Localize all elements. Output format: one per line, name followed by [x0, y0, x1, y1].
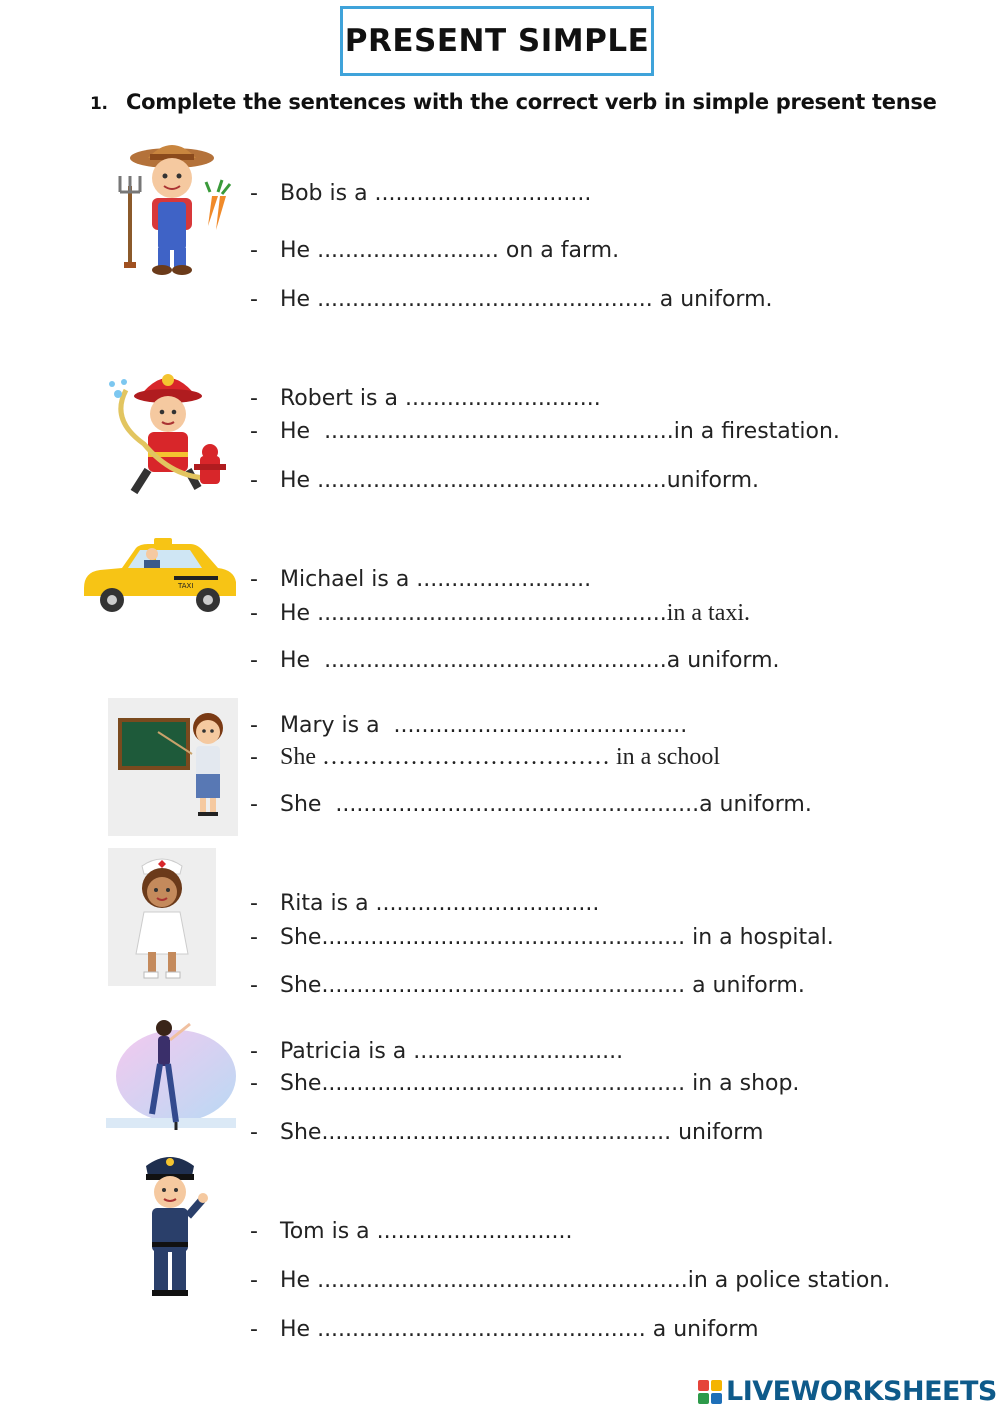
patricia-line-1: - Patricia is a ..............................	[250, 1039, 624, 1064]
robert-line-3: - He ..................................................uniform.	[250, 468, 760, 493]
rita-line-3: - She.................................................... a uniform.	[250, 973, 805, 998]
mary-line-2: - She ……………………………… in a school	[250, 744, 720, 770]
shop-assistant-illustration	[104, 1018, 238, 1134]
patricia-line-3: - She.................................................. uniform	[250, 1120, 764, 1145]
logo-grid-icon	[698, 1380, 722, 1404]
tom-line-2: - He .....................................................in a police station.	[250, 1268, 891, 1293]
bob-line-1: - Bob is a ...............................	[250, 181, 592, 206]
bob-line-2: - He .......................... on a farm.	[250, 238, 620, 263]
tom-line-3: - He ............................................... a uniform	[250, 1317, 759, 1342]
bob-line-3: - He ................................................ a uniform.	[250, 287, 773, 312]
instruction-number: 1.	[90, 94, 108, 114]
teacher-illustration	[108, 698, 238, 836]
rita-line-1: - Rita is a ................................	[250, 891, 600, 916]
mary-line-1: - Mary is a ..........................................	[250, 713, 688, 738]
michael-line-2: - He ..................................................in a taxi.	[250, 600, 751, 626]
tom-line-1: - Tom is a ............................	[250, 1219, 573, 1244]
title-box	[340, 6, 654, 76]
robert-line-1: - Robert is a ............................	[250, 386, 601, 411]
brand-text: LIVEWORKSHEETS	[726, 1376, 997, 1407]
liveworksheets-logo	[698, 1376, 997, 1407]
svg-text:TAXI: TAXI	[178, 582, 194, 590]
nurse-illustration	[108, 848, 216, 986]
instruction	[90, 90, 937, 114]
patricia-line-2: - She.................................................... in a shop.	[250, 1071, 800, 1096]
mary-line-3: - She ....................................................a uniform.	[250, 792, 812, 817]
farmer-illustration	[112, 136, 236, 276]
instruction-text: Complete the sentences with the correct verb in simple present tense	[126, 90, 937, 114]
taxi-illustration	[78, 538, 242, 616]
michael-line-3: - He .................................................a uniform.	[250, 648, 780, 673]
michael-line-1: - Michael is a .........................	[250, 567, 592, 592]
page-title: PRESENT SIMPLE	[344, 23, 650, 59]
police-officer-illustration	[132, 1146, 210, 1300]
firefighter-illustration	[104, 360, 236, 496]
rita-line-2: - She.................................................... in a hospital.	[250, 925, 834, 950]
robert-line-2: - He ..................................................in a firestation.	[250, 419, 840, 444]
